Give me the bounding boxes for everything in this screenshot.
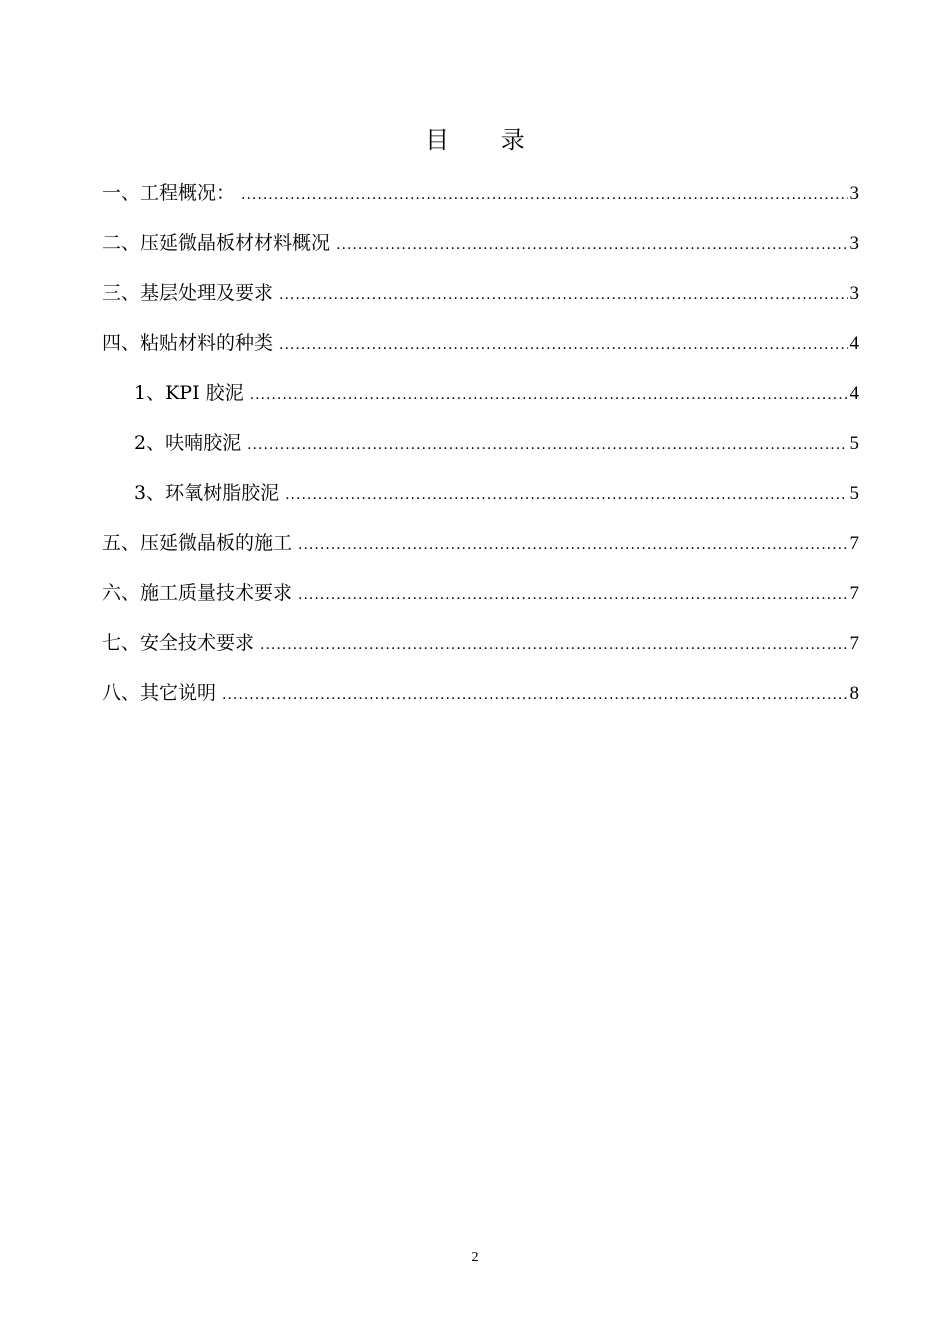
toc-dot-leader [260,628,847,662]
toc-entry-label: 四、粘贴材料的种类 [102,332,274,354]
toc-dot-leader [336,228,847,262]
toc-entry-page: 7 [849,533,859,554]
toc-dot-leader [241,178,847,212]
toc-entry-other-notes[interactable] [102,676,859,726]
toc-entry-construction[interactable] [102,526,859,576]
toc-entry-label: 3、环氧树脂胶泥 [134,482,280,504]
toc-dot-leader [298,578,847,612]
toc-dot-leader [247,428,847,462]
toc-entry-label: 五、压延微晶板的施工 [102,532,293,554]
toc-entry-base-treatment[interactable] [102,276,859,326]
toc-entry-adhesive-types[interactable] [102,326,859,376]
toc-entry-label: 八、其它说明 [102,682,217,704]
toc-entry-page: 8 [849,683,859,704]
toc-entry-page: 3 [849,283,859,304]
toc-entry-material-overview[interactable] [102,226,859,276]
toc-entry-kpi-mortar[interactable] [102,376,859,426]
toc-dot-leader [222,678,847,712]
toc-entry-page: 4 [849,383,859,404]
toc-dot-leader [279,278,847,312]
toc-dot-leader [250,378,848,412]
toc-entry-page: 3 [849,183,859,204]
toc-entry-engineering-overview[interactable] [102,176,859,226]
page-number: 2 [471,1250,479,1265]
toc-entry-label: 1、KPI 胶泥 [134,382,244,404]
toc-dot-leader [298,528,847,562]
toc-entry-furan-mortar[interactable] [102,426,859,476]
table-of-contents [102,176,859,726]
toc-entry-quality-requirements[interactable] [102,576,859,626]
toc-entry-page: 5 [849,483,859,504]
toc-dot-leader [279,328,847,362]
toc-entry-page: 7 [849,633,859,654]
toc-entry-label: 三、基层处理及要求 [102,282,274,304]
toc-entry-page: 7 [849,583,859,604]
toc-entry-label: 六、施工质量技术要求 [102,582,293,604]
toc-entry-epoxy-mortar[interactable] [102,476,859,526]
toc-dot-leader [285,478,847,512]
page-title: 目 录 [425,126,547,154]
toc-entry-page: 3 [849,233,859,254]
toc-entry-page: 5 [849,433,859,454]
toc-entry-label: 2、呋喃胶泥 [134,432,242,454]
toc-entry-label: 一、工程概况： [102,182,236,204]
toc-entry-label: 七、安全技术要求 [102,632,255,654]
toc-entry-label: 二、压延微晶板材材料概况 [102,232,331,254]
toc-entry-page: 4 [849,333,859,354]
toc-entry-safety-requirements[interactable] [102,626,859,676]
